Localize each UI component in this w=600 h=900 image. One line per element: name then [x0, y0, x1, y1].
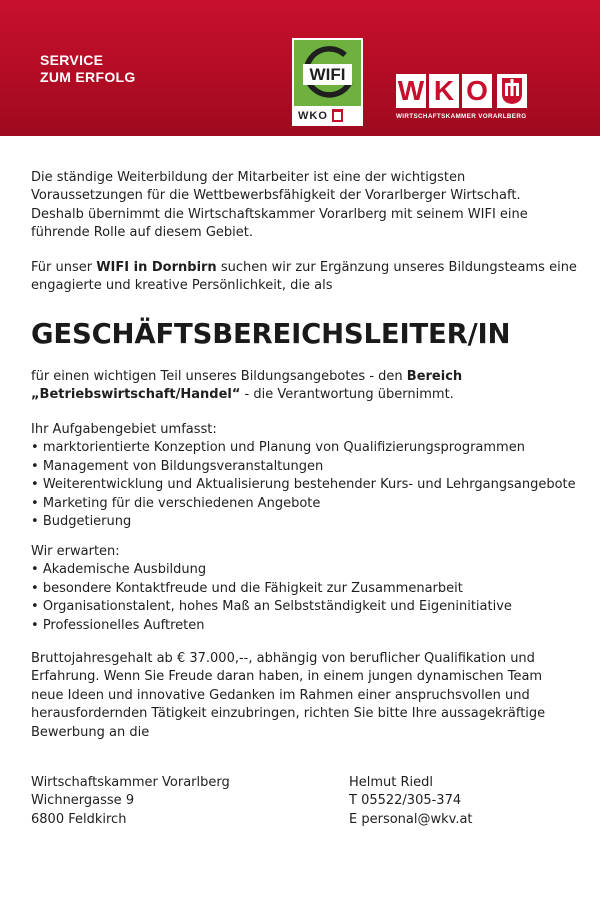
closing-line: neue Ideen und innovative Gedanken im Rahmen einer anspruchsvollen und: [31, 687, 530, 703]
requirement-item: • Organisationstalent, hohes Maß an Selbstständigkeit und Eigeninitiative: [31, 598, 586, 616]
tasks-section: [31, 421, 586, 531]
position-title: GESCHÄFTSBEREICHSLEITER/IN: [31, 318, 511, 350]
requirements-section: [31, 543, 586, 635]
requirement-item: • besondere Kontaktfreude und die Fähigkeit zur Zusammenarbeit: [31, 580, 586, 598]
wifi-logo: [292, 38, 363, 126]
search-line-1: Für unser WIFI in Dornbirn suchen wir zur Ergänzung unseres Bildungsteams eine: [31, 260, 577, 275]
closing-paragraph: [31, 650, 586, 742]
search-paragraph: [31, 259, 586, 296]
vorarlberg-crest-icon: [497, 74, 527, 108]
wko-letter-w: W: [397, 75, 425, 106]
task-item: • Weiterentwicklung und Aktualisierung bestehender Kurs- und Lehrgangsangebote: [31, 476, 586, 494]
wko-letter-o: O: [462, 74, 492, 108]
location-highlight: WIFI in Dornbirn: [96, 260, 217, 275]
scope-line-2: „Betriebswirtschaft/Handel“ - die Verantwortung übernimmt.: [31, 387, 454, 403]
closing-line: herausfordernden Tätigkeit einzubringen, richten Sie bitte Ihre aussagekräftige: [31, 706, 546, 722]
intro-line: Die ständige Weiterbildung der Mitarbeiter ist eine der wichtigsten: [31, 170, 466, 185]
postal-address: [31, 774, 230, 829]
requirement-item: • Professionelles Auftreten: [31, 617, 586, 635]
wko-logo-subtitle: WIRTSCHAFTSKAMMER VORARLBERG: [396, 113, 527, 120]
department-name: „Betriebswirtschaft/Handel“: [31, 387, 241, 403]
wifi-logo-wko-text: WKO: [298, 109, 328, 122]
crest-icon: [332, 109, 343, 122]
search-line-2: engagierte und kreative Persönlichkeit, die als: [31, 278, 333, 294]
address-street: Wichnergasse 9: [31, 793, 135, 809]
contact-person: [349, 774, 473, 829]
task-item: • Marketing für die verschiedenen Angebote: [31, 495, 586, 513]
closing-line: Erfahrung. Wenn Sie Freude daran haben, in einem jungen dynamischen Team: [31, 669, 543, 685]
wko-letter-k: K: [429, 74, 459, 108]
intro-line: Voraussetzungen für die Wettbewerbsfähigkeit der Vorarlberger Wirtschaft.: [31, 188, 521, 204]
requirement-item: • Akademische Ausbildung: [31, 561, 586, 579]
contact-email[interactable]: E personal@wkv.at: [349, 811, 473, 827]
closing-line: Bruttojahresgehalt ab € 37.000,--, abhängig von beruflicher Qualifikation und: [31, 651, 535, 666]
intro-line: führende Rolle auf diesem Gebiet.: [31, 225, 253, 241]
closing-line: Bewerbung an die: [31, 724, 150, 740]
slogan-line-2: ZUM ERFOLG: [40, 69, 136, 85]
contact-name: Helmut Riedl: [349, 775, 434, 790]
slogan-line-1: SERVICE: [40, 52, 104, 68]
address-city: 6800 Feldkirch: [31, 811, 127, 827]
task-item: • marktorientierte Konzeption und Planung von Qualifizierungsprogrammen: [31, 439, 586, 457]
contact-phone: T 05522/305-374: [349, 793, 462, 809]
header-banner: [0, 0, 600, 136]
wifi-logo-emblem: [294, 40, 361, 106]
slogan: [40, 52, 136, 86]
requirements-heading: Wir erwarten:: [31, 544, 120, 559]
tasks-heading: Ihr Aufgabengebiet umfasst:: [31, 422, 217, 437]
task-item: • Management von Bildungsveranstaltungen: [31, 458, 586, 476]
wifi-logo-text: WIFI: [309, 65, 346, 84]
wko-logo: [396, 74, 566, 130]
wifi-logo-footer: [294, 107, 361, 124]
task-item: • Budgetierung: [31, 513, 586, 531]
scope-line-1: für einen wichtigen Teil unseres Bildungsangebotes - den Bereich: [31, 369, 463, 384]
intro-paragraph: [31, 169, 586, 243]
address-org: Wirtschaftskammer Vorarlberg: [31, 775, 230, 790]
intro-line: Deshalb übernimmt die Wirtschaftskammer Vorarlberg mit seinem WIFI eine: [31, 206, 528, 222]
scope-paragraph: [31, 368, 586, 405]
